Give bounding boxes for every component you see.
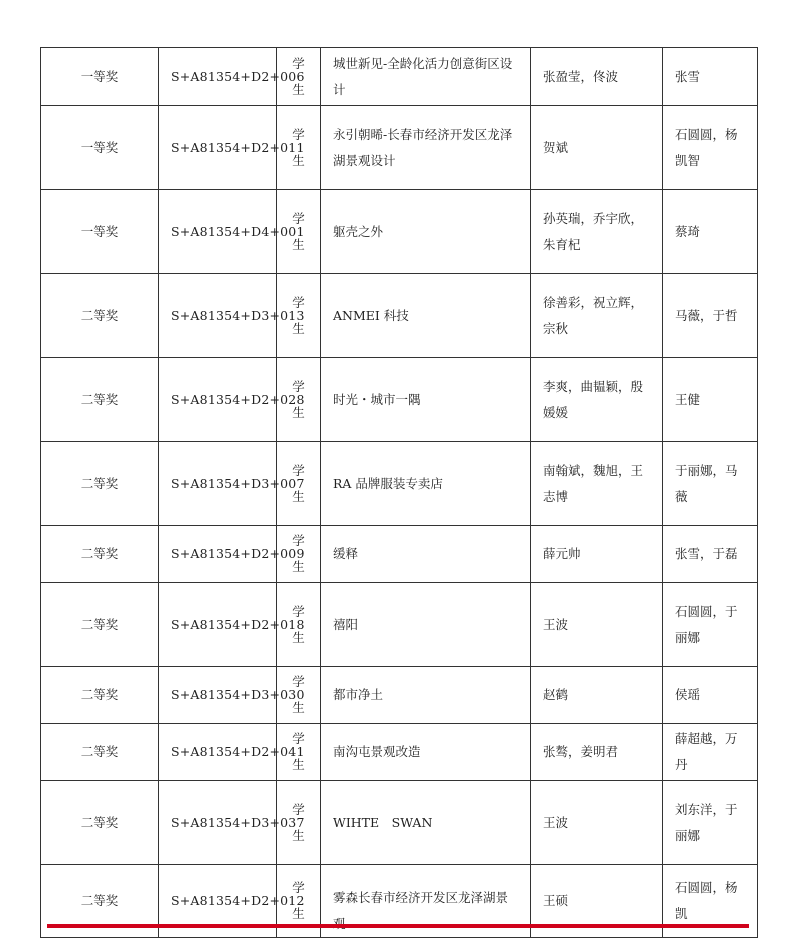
mentor: 于丽娜，马薇 xyxy=(663,442,758,526)
mentor: 刘东洋，于丽娜 xyxy=(663,781,758,865)
authors: 赵鹤 xyxy=(531,667,663,724)
table-row xyxy=(41,667,758,724)
entry-type: 学生 xyxy=(277,442,321,526)
entry-type: 学生 xyxy=(277,724,321,781)
authors: 王硕 xyxy=(531,865,663,938)
entry-code: S+A81354+D2+018 xyxy=(159,583,277,667)
entry-type: 学生 xyxy=(277,583,321,667)
award-level: 一等奖 xyxy=(41,190,159,274)
table-row xyxy=(41,106,758,190)
award-table-body xyxy=(41,48,758,938)
mentor: 薛超越，万丹 xyxy=(663,724,758,781)
table-row xyxy=(41,583,758,667)
project-title: 永引朝晞-长春市经济开发区龙泽湖景观设计 xyxy=(321,106,531,190)
project-title: RA 品牌服装专卖店 xyxy=(321,442,531,526)
award-level: 二等奖 xyxy=(41,358,159,442)
project-title: 南沟屯景观改造 xyxy=(321,724,531,781)
award-level: 二等奖 xyxy=(41,583,159,667)
award-level: 二等奖 xyxy=(41,781,159,865)
entry-type: 学生 xyxy=(277,106,321,190)
project-title: 缓释 xyxy=(321,526,531,583)
mentor: 石圆圆，杨凯 xyxy=(663,865,758,938)
entry-code: S+A81354+D3+013 xyxy=(159,274,277,358)
entry-code: S+A81354+D2+012 xyxy=(159,865,277,938)
mentor: 张雪，于磊 xyxy=(663,526,758,583)
entry-type: 学生 xyxy=(277,190,321,274)
table-row xyxy=(41,724,758,781)
table-row xyxy=(41,48,758,106)
mentor: 马薇，于哲 xyxy=(663,274,758,358)
entry-code: S+A81354+D2+041 xyxy=(159,724,277,781)
authors: 张盈莹，佟波 xyxy=(531,48,663,106)
entry-type: 学生 xyxy=(277,274,321,358)
project-title: ANMEI 科技 xyxy=(321,274,531,358)
entry-code: S+A81354+D2+028 xyxy=(159,358,277,442)
mentor: 张雪 xyxy=(663,48,758,106)
table-row xyxy=(41,274,758,358)
entry-type: 学生 xyxy=(277,48,321,106)
award-level: 二等奖 xyxy=(41,865,159,938)
authors: 王波 xyxy=(531,583,663,667)
mentor: 石圆圆，于丽娜 xyxy=(663,583,758,667)
authors: 南翰斌，魏旭，王志博 xyxy=(531,442,663,526)
authors: 徐善彩，祝立辉，宗秋 xyxy=(531,274,663,358)
award-level: 二等奖 xyxy=(41,442,159,526)
project-title: 禧阳 xyxy=(321,583,531,667)
table-row xyxy=(41,190,758,274)
project-title: 都市净土 xyxy=(321,667,531,724)
table-row xyxy=(41,358,758,442)
authors: 张骜，姜明君 xyxy=(531,724,663,781)
authors: 孙英瑞，乔宇欣，朱育杞 xyxy=(531,190,663,274)
entry-code: S+A81354+D2+009 xyxy=(159,526,277,583)
entry-type: 学生 xyxy=(277,781,321,865)
award-level: 二等奖 xyxy=(41,274,159,358)
table-row xyxy=(41,442,758,526)
award-level: 一等奖 xyxy=(41,106,159,190)
entry-code: S+A81354+D2+006 xyxy=(159,48,277,106)
table-row xyxy=(41,781,758,865)
award-level: 一等奖 xyxy=(41,48,159,106)
entry-code: S+A81354+D3+030 xyxy=(159,667,277,724)
entry-type: 学生 xyxy=(277,865,321,938)
authors: 贺斌 xyxy=(531,106,663,190)
entry-code: S+A81354+D2+011 xyxy=(159,106,277,190)
page-divider xyxy=(47,924,749,928)
authors: 王波 xyxy=(531,781,663,865)
entry-type: 学生 xyxy=(277,667,321,724)
entry-code: S+A81354+D4+001 xyxy=(159,190,277,274)
award-level: 二等奖 xyxy=(41,667,159,724)
entry-type: 学生 xyxy=(277,526,321,583)
project-title: 躯壳之外 xyxy=(321,190,531,274)
authors: 李爽，曲韫颖，殷媛媛 xyxy=(531,358,663,442)
table-row xyxy=(41,526,758,583)
entry-type: 学生 xyxy=(277,358,321,442)
entry-code: S+A81354+D3+007 xyxy=(159,442,277,526)
mentor: 王健 xyxy=(663,358,758,442)
project-title: 城世新见-全龄化活力创意街区设计 xyxy=(321,48,531,106)
mentor: 侯瑶 xyxy=(663,667,758,724)
award-level: 二等奖 xyxy=(41,526,159,583)
project-title: 时光・城市一隅 xyxy=(321,358,531,442)
mentor: 石圆圆，杨凯智 xyxy=(663,106,758,190)
authors: 薛元帅 xyxy=(531,526,663,583)
project-title: WIHTE SWAN xyxy=(321,781,531,865)
project-title: 雾森长春市经济开发区龙泽湖景 xyxy=(321,865,531,938)
award-level: 二等奖 xyxy=(41,724,159,781)
mentor: 蔡琦 xyxy=(663,190,758,274)
entry-code: S+A81354+D3+037 xyxy=(159,781,277,865)
award-table xyxy=(40,47,758,938)
